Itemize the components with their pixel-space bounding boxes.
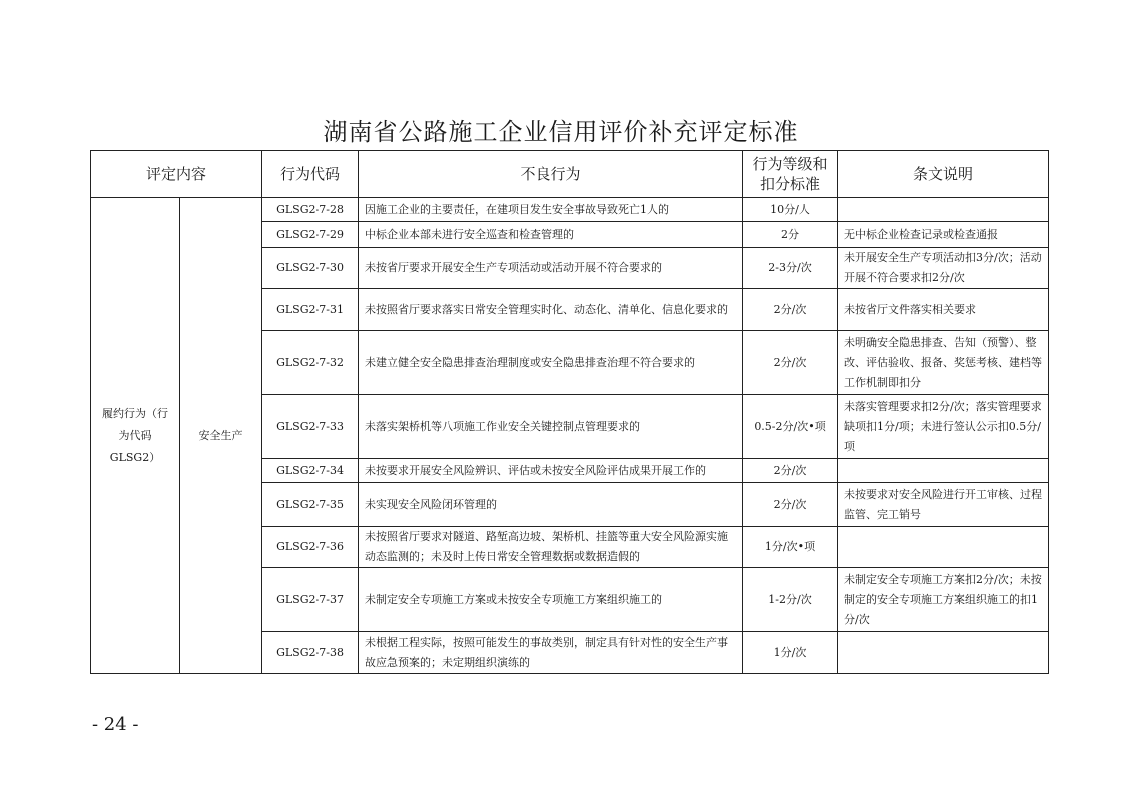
grade-cell: 1分/次 [743, 632, 838, 674]
code-cell: GLSG2-7-31 [262, 289, 359, 331]
code-cell: GLSG2-7-28 [262, 198, 359, 222]
grade-cell: 2分 [743, 222, 838, 248]
grade-cell: 2分/次 [743, 331, 838, 395]
note-cell: 未制定安全专项施工方案扣2分/次；未按制定的安全专项施工方案组织施工的扣1分/次 [838, 568, 1049, 632]
behavior-cell: 未落实架桥机等八项施工作业安全关键控制点管理要求的 [359, 395, 743, 459]
code-cell: GLSG2-7-30 [262, 248, 359, 289]
grade-cell: 10分/人 [743, 198, 838, 222]
behavior-cell: 中标企业本部未进行安全巡查和检查管理的 [359, 222, 743, 248]
note-cell [838, 527, 1049, 568]
page-number: - 24 - [92, 714, 139, 735]
code-cell: GLSG2-7-33 [262, 395, 359, 459]
code-cell: GLSG2-7-35 [262, 483, 359, 527]
category-cell: 履约行为（行为代码GLSG2） [91, 198, 180, 674]
note-cell: 未按省厅文件落实相关要求 [838, 289, 1049, 331]
behavior-cell: 未按照省厅要求对隧道、路堑高边坡、架桥机、挂篮等重大安全风险源实施动态监测的；未及时上传日常安全管理数据或数据造假的 [359, 527, 743, 568]
header-behavior: 不良行为 [359, 151, 743, 198]
behavior-cell: 未实现安全风险闭环管理的 [359, 483, 743, 527]
behavior-cell: 未制定安全专项施工方案或未按安全专项施工方案组织施工的 [359, 568, 743, 632]
grade-cell: 2分/次 [743, 483, 838, 527]
behavior-cell: 未按照省厅要求落实日常安全管理实时化、动态化、清单化、信息化要求的 [359, 289, 743, 331]
code-cell: GLSG2-7-38 [262, 632, 359, 674]
note-cell: 未开展安全生产专项活动扣3分/次；活动开展不符合要求扣2分/次 [838, 248, 1049, 289]
header-note: 条文说明 [838, 151, 1049, 198]
header-content: 评定内容 [91, 151, 262, 198]
behavior-cell: 未建立健全安全隐患排查治理制度或安全隐患排查治理不符合要求的 [359, 331, 743, 395]
behavior-cell: 未按省厅要求开展安全生产专项活动或活动开展不符合要求的 [359, 248, 743, 289]
standards-table [90, 150, 1049, 674]
code-cell: GLSG2-7-36 [262, 527, 359, 568]
document-title: 湖南省公路施工企业信用评价补充评定标准 [323, 118, 799, 146]
grade-cell: 1-2分/次 [743, 568, 838, 632]
behavior-cell: 未根据工程实际，按照可能发生的事故类别，制定具有针对性的安全生产事故应急预案的；未定期组织演练的 [359, 632, 743, 674]
code-cell: GLSG2-7-37 [262, 568, 359, 632]
note-cell: 未明确安全隐患排查、告知（预警）、整改、评估验收、报备、奖惩考核、建档等工作机制即扣分 [838, 331, 1049, 395]
grade-cell: 2分/次 [743, 459, 838, 483]
note-cell [838, 632, 1049, 674]
note-cell: 未按要求对安全风险进行开工审核、过程监管、完工销号 [838, 483, 1049, 527]
grade-cell: 1分/次•项 [743, 527, 838, 568]
note-cell: 未落实管理要求扣2分/次；落实管理要求缺项扣1分/项；未进行签认公示扣0.5分/项 [838, 395, 1049, 459]
behavior-cell: 未按要求开展安全风险辨识、评估或未按安全风险评估成果开展工作的 [359, 459, 743, 483]
grade-cell: 2分/次 [743, 289, 838, 331]
grade-cell: 0.5-2分/次•项 [743, 395, 838, 459]
note-cell: 无中标企业检查记录或检查通报 [838, 222, 1049, 248]
header-code: 行为代码 [262, 151, 359, 198]
behavior-cell: 因施工企业的主要责任，在建项目发生安全事故导致死亡1人的 [359, 198, 743, 222]
grade-cell: 2-3分/次 [743, 248, 838, 289]
note-cell [838, 198, 1049, 222]
header-grade: 行为等级和扣分标准 [743, 151, 838, 198]
subcategory-cell: 安全生产 [180, 198, 262, 674]
note-cell [838, 459, 1049, 483]
table-header-row [91, 151, 1049, 198]
code-cell: GLSG2-7-32 [262, 331, 359, 395]
table-body [91, 198, 1049, 674]
code-cell: GLSG2-7-29 [262, 222, 359, 248]
code-cell: GLSG2-7-34 [262, 459, 359, 483]
table-row [91, 198, 1049, 222]
